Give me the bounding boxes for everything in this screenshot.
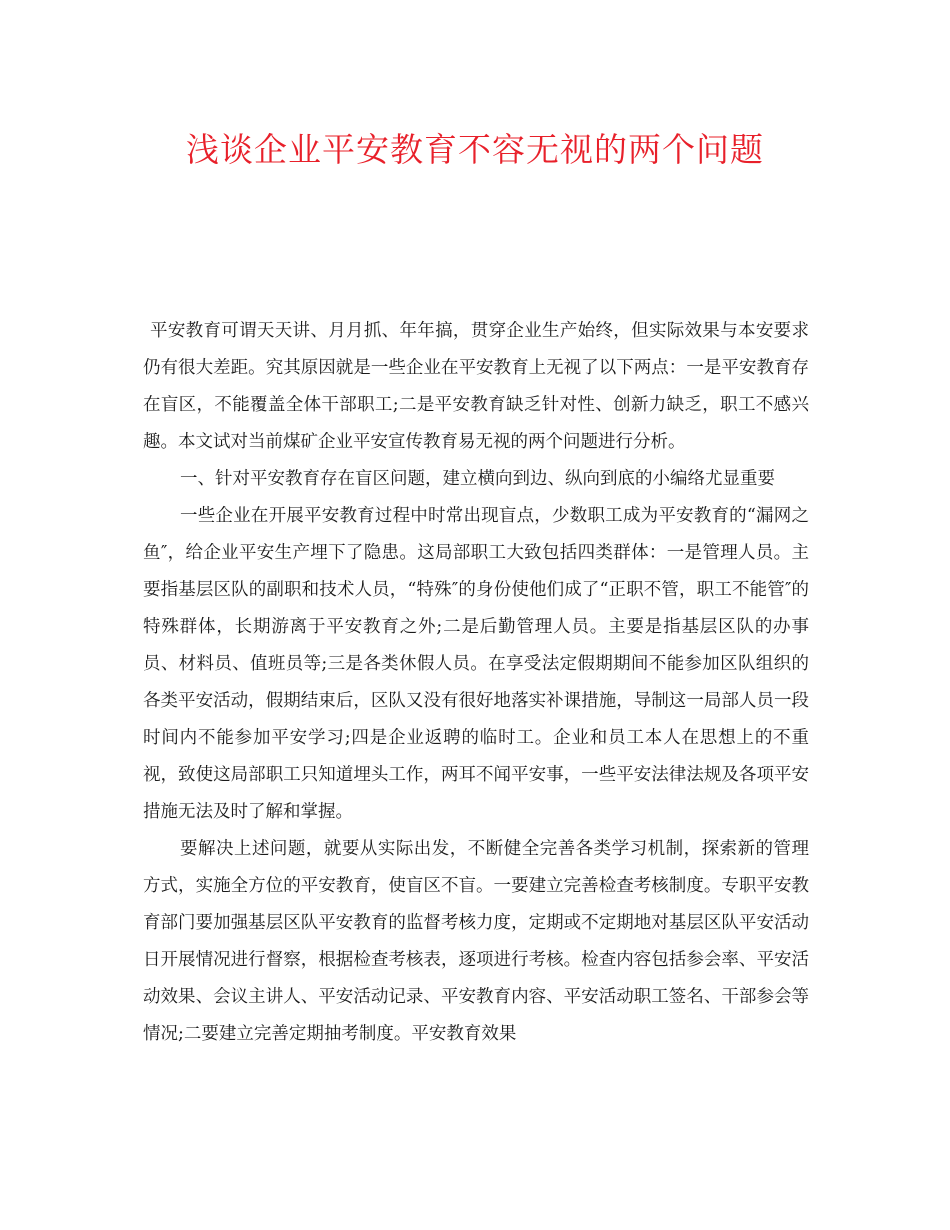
document-body [143,313,809,1053]
paragraph-intro: 平安教育可谓天天讲、月月抓、年年搞，贯穿企业生产始终，但实际效果与本安要求仍有很大差距。究其原因就是一些企业在平安教育上无视了以下两点：一是平安教育存在盲区，不能覆盖全体干部职工;二是平安教育缺乏针对性、创新力缺乏，职工不感兴趣。本文试对当前煤矿企业平安宣传教育易无视的两个问题进行分析。 [143,321,809,452]
section-heading-1: 一、针对平安教育存在盲区问题，建立横向到边、纵向到底的小编络尤显重要 [180,469,775,489]
paragraph-solutions: 要解决上述问题，就要从实际出发，不断健全完善各类学习机制，探索新的管理方式，实施全方位的平安教育，使盲区不盲。一要建立完善检查考核制度。专职平安教育部门要加强基层区队平安教育的监督考核力度，定期或不定期地对基层区队平安活动日开展情况进行督察，根据检查考核表，逐项进行考核。检查内容包括参会率、平安活动效果、会议主讲人、平安活动记录、平安教育内容、平安活动职工签名、干部参会等情况;二要建立完善定期抽考制度。平安教育效果 [143,839,809,1044]
paragraph-blind-spots: 一些企业在开展平安教育过程中时常出现盲点，少数职工成为平安教育的“漏网之鱼″，给企业平安生产埋下了隐患。这局部职工大致包括四类群体：一是管理人员。主要指基层区队的副职和技术人员，“特殊″的身份使他们成了“正职不管，职工不能管″的特殊群体，长期游离于平安教育之外;二是后勤管理人员。主要是指基层区队的办事员、材料员、值班员等;三是各类休假人员。在享受法定假期期间不能参加区队组织的各类平安活动，假期结束后，区队又没有很好地落实补课措施，导制这一局部人员一段时间内不能参加平安学习;四是企业返聘的临时工。企业和员工本人在思想上的不重视，致使这局部职工只知道埋头工作，两耳不闻平安事，一些平安法律法规及各项平安措施无法及时了解和掌握。 [143,506,809,822]
document-title: 浅谈企业平安教育不容无视的两个问题 [186,130,764,169]
